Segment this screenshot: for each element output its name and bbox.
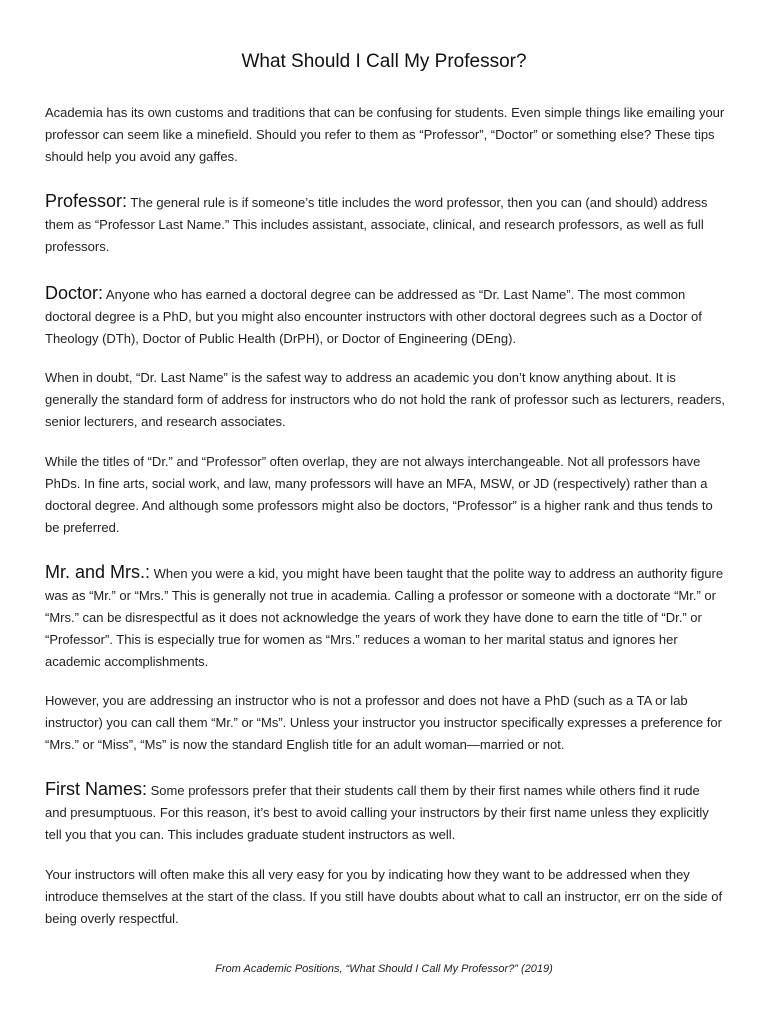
first-names-text: Some professors prefer that their students call them by their first names while others find it rude and presumptuous. For this reason, it’s best to avoid calling your instructors by their first name unless they explicitly tell you that you can. This includes graduate student instructors as well. xyxy=(45,783,709,842)
first-names-section xyxy=(45,778,725,846)
doctor-text: Anyone who has earned a doctoral degree can be addressed as “Dr. Last Name”. The most common doctoral degree is a PhD, but you might also encounter instructors with other doctoral degrees such as a Doctor of Theology (DTh), Doctor of Public Health (DrPH), or Doctor of Engineering (DEng). xyxy=(45,287,702,346)
doctor-heading: Doctor: xyxy=(45,283,104,303)
mr-mrs-text: When you were a kid, you might have been taught that the polite way to address an authority figure was as “Mr.” or “Mrs.” This is generally not true in academia. Calling a professor or someone with a doctorate “Mr.” or “Mrs.” can be disrespectful as it does not acknowledge the years of work they have done to earn the title of “Dr.” or “Professor”. This is especially true for women as “Mrs.” reduces a woman to her marital status and ignores her academic accomplishments. xyxy=(45,566,724,669)
page-title: What Should I Call My Professor? xyxy=(241,51,527,72)
professor-heading: Professor: xyxy=(45,191,128,211)
doctor-paragraph-2: When in doubt, “Dr. Last Name” is the safest way to address an academic you don’t know anything about. It is generally the standard form of address for instructors who do not hold the rank of professor such as lecturers, readers, senior lecturers, and research associates. xyxy=(45,370,725,429)
intro-paragraph: Academia has its own customs and traditions that can be confusing for students. Even simple things like emailing your professor can seem like a minefield. Should you refer to them as “Professor”, “Doctor” or something else? These tips should help you avoid any gaffes. xyxy=(45,105,725,164)
mr-mrs-paragraph-2: However, you are addressing an instructor who is not a professor and does not have a PhD (such as a TA or lab instructor) you can call them “Mr.” or “Ms”. Unless your instructor you instructor specifically expresses a preference for “Mrs.” or “Miss”, “Ms” is now the standard English title for an adult woman—married or not. xyxy=(45,693,722,752)
first-names-heading: First Names: xyxy=(45,779,148,799)
professor-section xyxy=(45,190,725,258)
citation: From Academic Positions, “What Should I Call My Professor?” (2019) xyxy=(215,963,553,975)
professor-text: The general rule is if someone’s title includes the word professor, then you can (and should) address them as “Professor Last Name.” This includes assistant, associate, clinical, and research professors, as well as full professors. xyxy=(45,195,708,254)
doctor-paragraph-3: While the titles of “Dr.” and “Professor” often overlap, they are not always interchangeable. Not all professors have PhDs. In fine arts, social work, and law, many professors will have an MFA, MSW, or JD (respectively) rather than a doctoral degree. And although some professors might also be doctors, “Professor” is a higher rank and thus tends to be preferred. xyxy=(45,454,713,535)
mr-mrs-heading: Mr. and Mrs.: xyxy=(45,562,151,582)
doctor-section xyxy=(45,282,725,350)
first-names-paragraph-2: Your instructors will often make this all very easy for you by indicating how they want to be addressed when they introduce themselves at the start of the class. If you still have doubts about what to call an instructor, err on the side of being overly respectful. xyxy=(45,867,723,926)
mr-mrs-section xyxy=(45,561,725,673)
